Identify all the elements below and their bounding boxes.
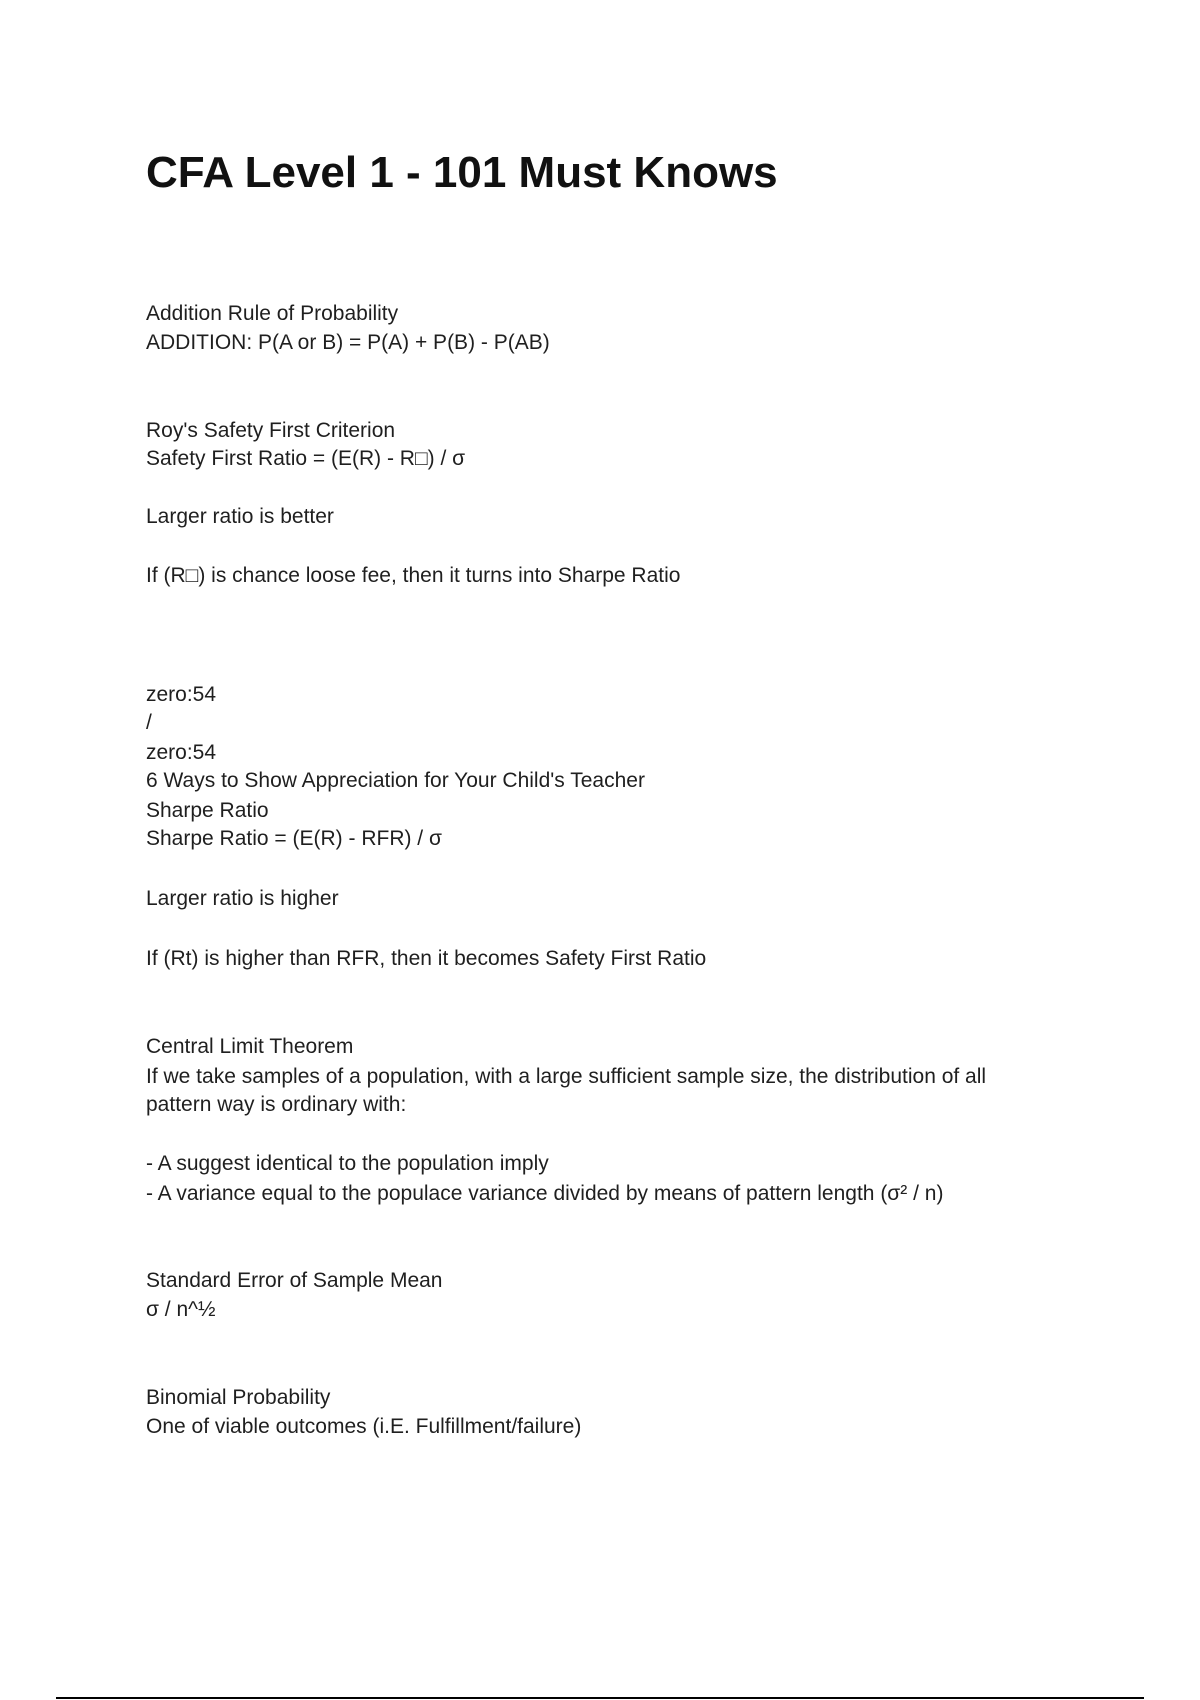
sharpe-formula: Sharpe Ratio = (E(R) - RFR) / σ [146,827,442,850]
clt-paragraph: If we take samples of a population, with a large sufficient sample size, the distribution of all pattern way is ordinary with: [146,1065,987,1116]
section-heading-safety-first: Roy's Safety First Criterion [146,419,396,442]
sharpe-note-1: Larger ratio is higher [146,887,339,910]
section-heading-sharpe: Sharpe Ratio [146,799,269,822]
stray-article-title: 6 Ways to Show Appreciation for Your Child's Teacher [146,769,645,792]
clt-bullet-2: - A variance equal to the populace variance divided by means of pattern length (σ² / n) [146,1182,944,1205]
section-heading-addition-rule: Addition Rule of Probability [146,302,399,325]
addition-formula: ADDITION: P(A or B) = P(A) + P(B) - P(AB) [146,331,550,354]
section-heading-clt: Central Limit Theorem [146,1035,354,1058]
timestamp-separator: / [146,711,152,734]
page-bottom-rule [56,1697,1144,1699]
safety-first-note-2: If (R□) is chance loose fee, then it turns into Sharpe Ratio [146,564,681,587]
timestamp-line-1: zero:54 [146,683,217,706]
safety-first-formula: Safety First Ratio = (E(R) - R□) / σ [146,447,466,470]
safety-first-note-1: Larger ratio is better [146,505,334,528]
sharpe-note-2: If (Rt) is higher than RFR, then it becomes Safety First Ratio [146,947,707,970]
standard-error-formula: σ / n^½ [146,1298,216,1321]
binomial-description: One of viable outcomes (i.E. Fulfillment/failure) [146,1415,582,1438]
clt-bullet-1: - A suggest identical to the population imply [146,1152,549,1175]
section-heading-binomial: Binomial Probability [146,1386,331,1409]
section-heading-standard-error: Standard Error of Sample Mean [146,1269,443,1292]
timestamp-line-2: zero:54 [146,741,217,764]
page-title: CFA Level 1 - 101 Must Knows [146,148,778,197]
